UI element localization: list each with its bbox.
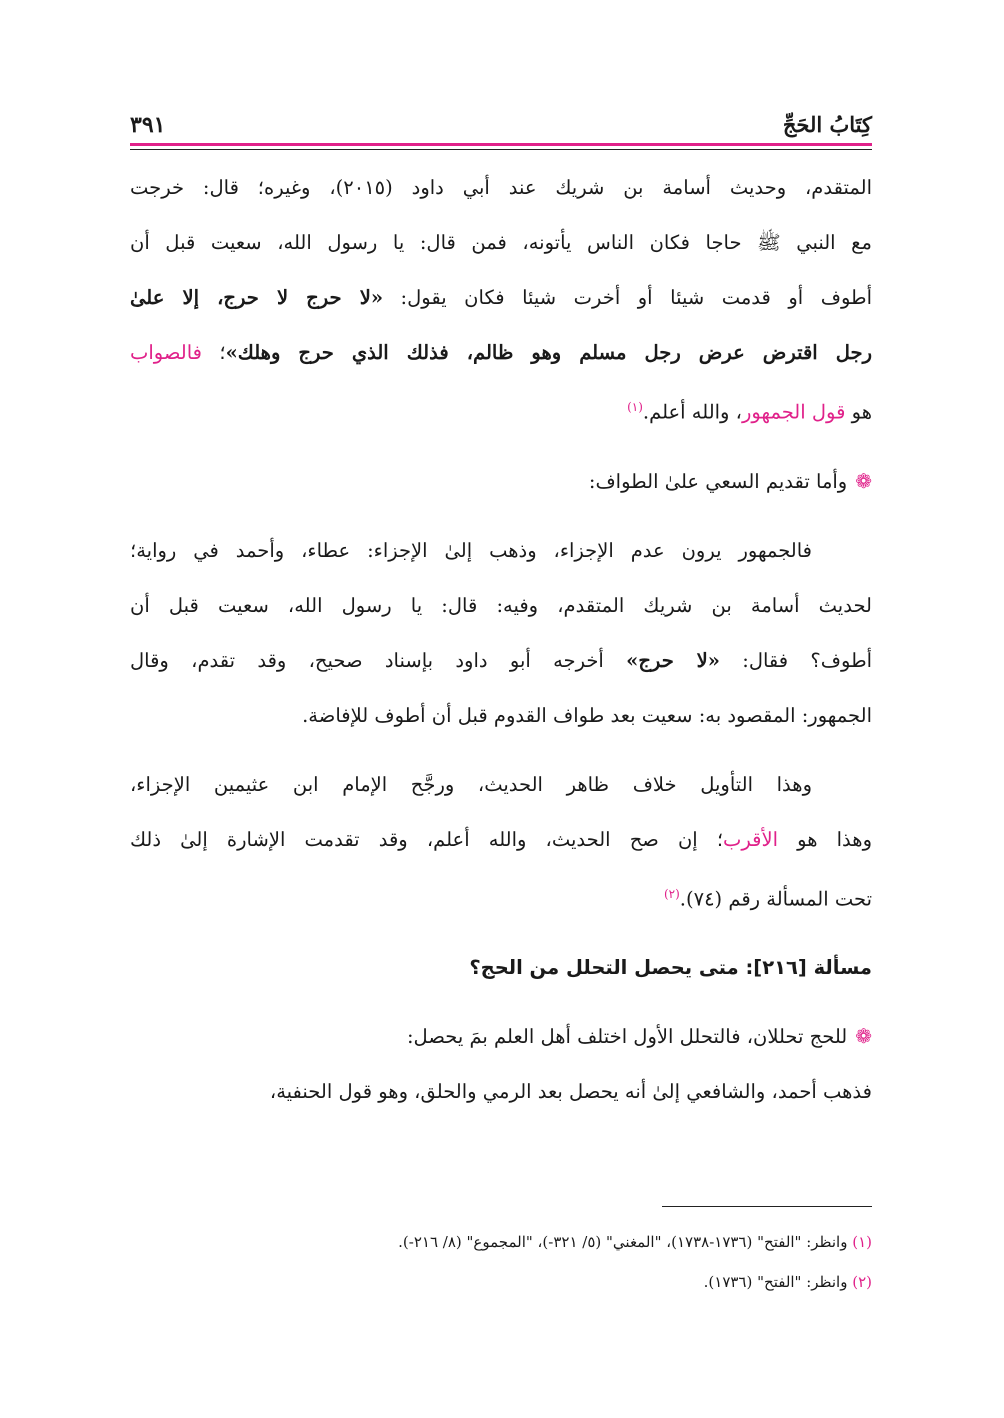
book-title: كِتَابُ الحَجِّ [782, 112, 872, 137]
text-run: أطوف أو قدمت شيئا أو أخرت شيئا فكان يقول: [383, 286, 872, 309]
footnote-ref[interactable]: (٢) [663, 886, 680, 901]
hadith-quote: «لا حرج لا حرج، إلا علىٰ [130, 286, 384, 309]
footnote-number: (٢) [852, 1273, 872, 1291]
text-line [130, 380, 872, 440]
text-line [130, 688, 872, 743]
page-number: ٣٩١ [130, 112, 166, 138]
header-rule [130, 149, 872, 150]
text-line [130, 454, 872, 509]
text-run: تحت المسألة رقم (٧٤). [679, 887, 872, 910]
text-run: وهذا هو [778, 827, 872, 851]
text-run: ؛ [201, 341, 226, 364]
text-run: ، والله أعلم. [642, 400, 742, 424]
flower-icon: ❁ [855, 468, 872, 493]
footnote-ref[interactable]: (١) [627, 400, 643, 414]
flower-icon: ❁ [855, 1024, 872, 1048]
footnote-text: وانظر: "الفتح" (١٧٣٦). [703, 1273, 853, 1291]
text-line [130, 523, 872, 578]
text-run: فذهب أحمد، والشافعي إلىٰ أنه يحصل بعد الرمي والحلق، وهو قول الحنفية، [269, 1080, 872, 1103]
text-run: لحديث أسامة بن شريك المتقدم، وفيه: قال: يا رسول الله، سعيت قبل أن [130, 593, 872, 617]
text-line [130, 325, 872, 380]
text-line [130, 215, 872, 270]
text-run: ؛ إن صح الحديث، والله أعلم، وقد تقدمت الإشارة إلىٰ ذلك [130, 827, 724, 851]
text-run: الجمهور: المقصود به: سعيت بعد طواف القدوم قبل أن أطوف للإفاضة. [302, 703, 872, 727]
paragraph-gap [130, 995, 872, 1009]
footnote-text: وانظر: "الفتح" (١٧٣٦-١٧٣٨)، "المغني" (٥/ ٣٢١-)، "المجموع" (٨/ ٢١٦-). [398, 1233, 853, 1251]
section-lead: وأما تقديم السعي علىٰ الطواف: [588, 469, 848, 493]
text-line [130, 160, 872, 215]
text-run: هو [845, 400, 872, 424]
paragraph-gap [130, 440, 872, 454]
text-run: وهذا التأويل خلاف ظاهر الحديث، ورجَّح الإمام ابن عثيمين الإجزاء، [130, 772, 812, 796]
text-line [130, 270, 872, 325]
text-run: مع النبي ﷺ حاجا فكان الناس يأتونه، فمن قال: يا رسول الله، سعيت قبل أن [130, 231, 872, 254]
paragraph-gap [130, 926, 872, 940]
text-line [130, 633, 872, 688]
hadith-quote: رجل اقترض عرض رجل مسلم وهو ظالم، فذلك الذي حرج وهلك» [225, 341, 872, 364]
text-line [130, 867, 872, 927]
page-header [130, 112, 872, 144]
footnote-number: (١) [852, 1233, 872, 1251]
text-run: للحج تحللان، فالتحلل الأول اختلف أهل العلم بمَ يحصل: [406, 1025, 848, 1048]
header-rule-accent [130, 143, 872, 146]
text-line [130, 578, 872, 633]
highlight-term: فالصواب [130, 341, 202, 364]
text-line [130, 1009, 872, 1064]
text-line [130, 812, 872, 867]
book-page [130, 0, 872, 1418]
footnotes [130, 1222, 872, 1302]
issue-heading [130, 940, 872, 995]
paragraph-gap [130, 743, 872, 757]
highlight-term: قول الجمهور [741, 400, 846, 424]
text-run: أطوف؟ فقال: [719, 648, 873, 672]
highlight-term: الأقرب [723, 827, 779, 851]
text-line [130, 1064, 872, 1119]
text-run: أخرجه أبو داود بإسناد صحيح، وقد تقدم، وقال [130, 648, 627, 672]
text-line [130, 757, 872, 812]
issue-label: مسألة [٢١٦]: [745, 956, 872, 979]
text-run: فالجمهور يرون عدم الإجزاء، وذهب إلىٰ الإجزاء: عطاء، وأحمد في رواية؛ [130, 538, 812, 562]
text-run: المتقدم، وحديث أسامة بن شريك عند أبي داود (٢٠١٥)، وغيره؛ قال: خرجت [130, 176, 872, 199]
paragraph-gap [130, 509, 872, 523]
footnote [130, 1262, 872, 1302]
issue-title: متى يحصل التحلل من الحج؟ [469, 956, 746, 979]
footnote-separator [662, 1206, 872, 1207]
hadith-quote: «لا حرج» [626, 648, 720, 672]
main-text [130, 160, 872, 1119]
footnote [130, 1222, 872, 1262]
